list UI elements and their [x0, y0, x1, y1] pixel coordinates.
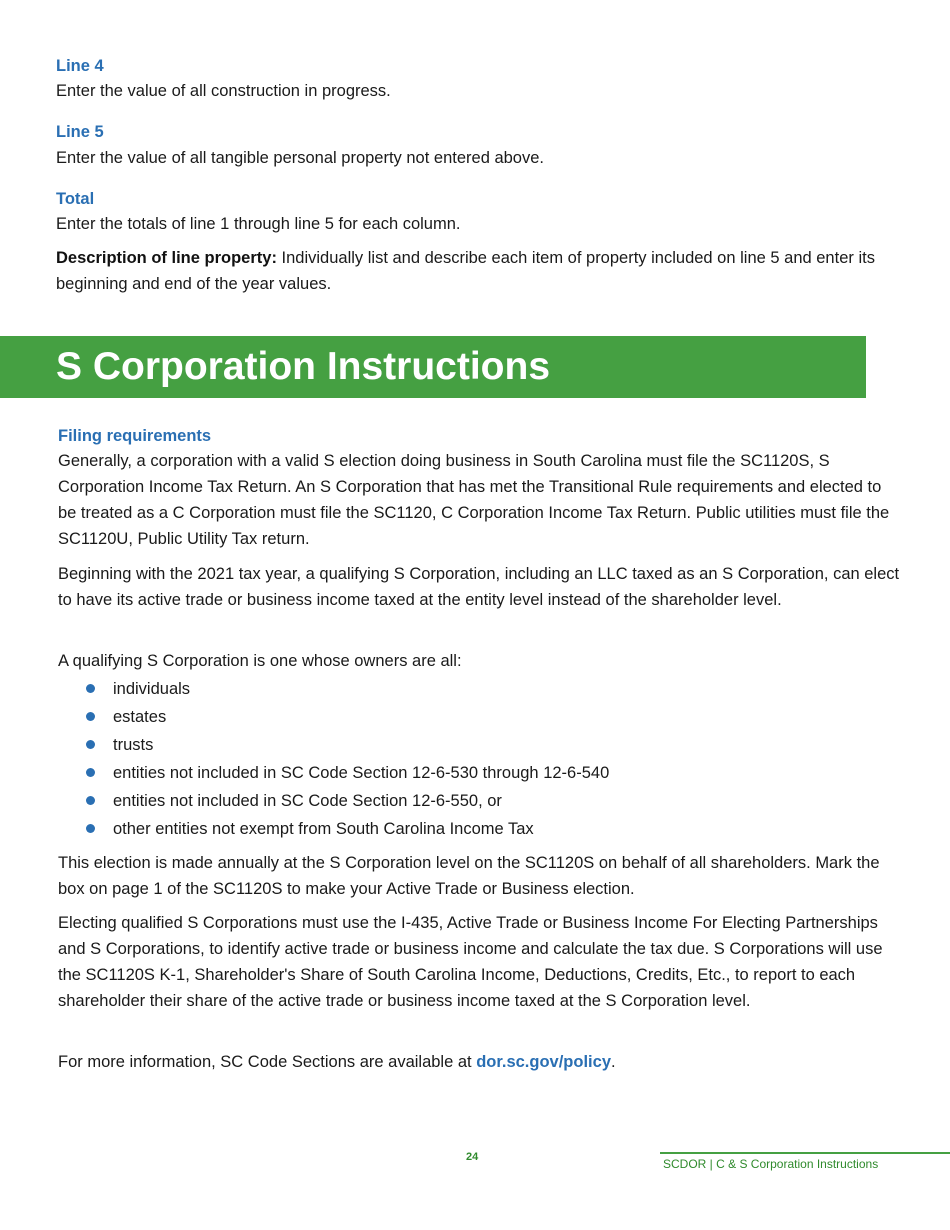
line5-heading: Line 5	[56, 123, 104, 141]
list-item: other entities not exempt from South Carolina Income Tax	[84, 815, 609, 843]
page-number: 24	[466, 1151, 479, 1163]
footer-divider	[660, 1152, 950, 1154]
bullet-icon	[86, 824, 95, 833]
bullet-icon	[86, 712, 95, 721]
filing-paragraph-2: Beginning with the 2021 tax year, a qualifying S Corporation, including an LLC taxed as an S Corporation, can elect to have its active trade or business income taxed at the entity level instead of the shareholder level.	[58, 565, 900, 609]
description-label: Description of line property:	[56, 249, 277, 267]
total-text: Enter the totals of line 1 through line 5 for each column.	[56, 215, 461, 233]
filing-paragraph-3: A qualifying S Corporation is one whose owners are all:	[58, 652, 462, 670]
owner-types-list	[84, 675, 609, 843]
list-item: individuals	[84, 675, 609, 703]
filing-paragraph-5: Electing qualified S Corporations must use the I-435, Active Trade or Business Income For Electing Partnerships and S Corporations, to identify active trade or business income and calculate the tax due. S Corporations will use the SC1120S K-1, Shareholder's Share of South Carolina Income, Deductions, Credits, Etc., to report to each shareholder their share of the active trade or business income taxed at the S Corporation level.	[58, 914, 883, 1010]
line5-text: Enter the value of all tangible personal property not entered above.	[56, 149, 544, 167]
bullet-icon	[86, 796, 95, 805]
line4-heading: Line 4	[56, 57, 104, 75]
description-paragraph	[56, 245, 896, 297]
total-heading: Total	[56, 190, 95, 208]
bullet-icon	[86, 768, 95, 777]
filing-paragraph-4: This election is made annually at the S Corporation level on the SC1120S on behalf of all shareholders. Mark the box on page 1 of the SC1120S to make your Active Trade or Business election.	[58, 854, 880, 898]
policy-link[interactable]: dor.sc.gov/policy	[476, 1053, 611, 1071]
description-text: Individually list and describe each item of property included on line 5 and enter its beginning and end of the year values.	[56, 249, 875, 293]
bullet-icon	[86, 684, 95, 693]
footer-title: SCDOR | C & S Corporation Instructions	[663, 1157, 879, 1171]
line4-text: Enter the value of all construction in progress.	[56, 82, 391, 100]
list-item: estates	[84, 703, 609, 731]
list-item: trusts	[84, 731, 609, 759]
filing-requirements-heading: Filing requirements	[58, 427, 212, 445]
section-banner	[0, 336, 866, 398]
list-item: entities not included in SC Code Section 12-6-550, or	[84, 787, 609, 815]
filing-paragraph-1: Generally, a corporation with a valid S election doing business in South Carolina must file the SC1120S, S Corporation Income Tax Return. An S Corporation that has met the Transitional Rule requirements and elected to be treated as a C Corporation must file the SC1120, C Corporation Income Tax Return. Public utilities must file the SC1120U, Public Utility Tax return.	[58, 452, 890, 548]
list-item: entities not included in SC Code Section 12-6-530 through 12-6-540	[84, 759, 609, 787]
filing-paragraph-6: For more information, SC Code Sections are available at dor.sc.gov/policy.	[58, 1053, 616, 1071]
section-title: S Corporation Instructions	[56, 345, 551, 388]
bullet-icon	[86, 740, 95, 749]
